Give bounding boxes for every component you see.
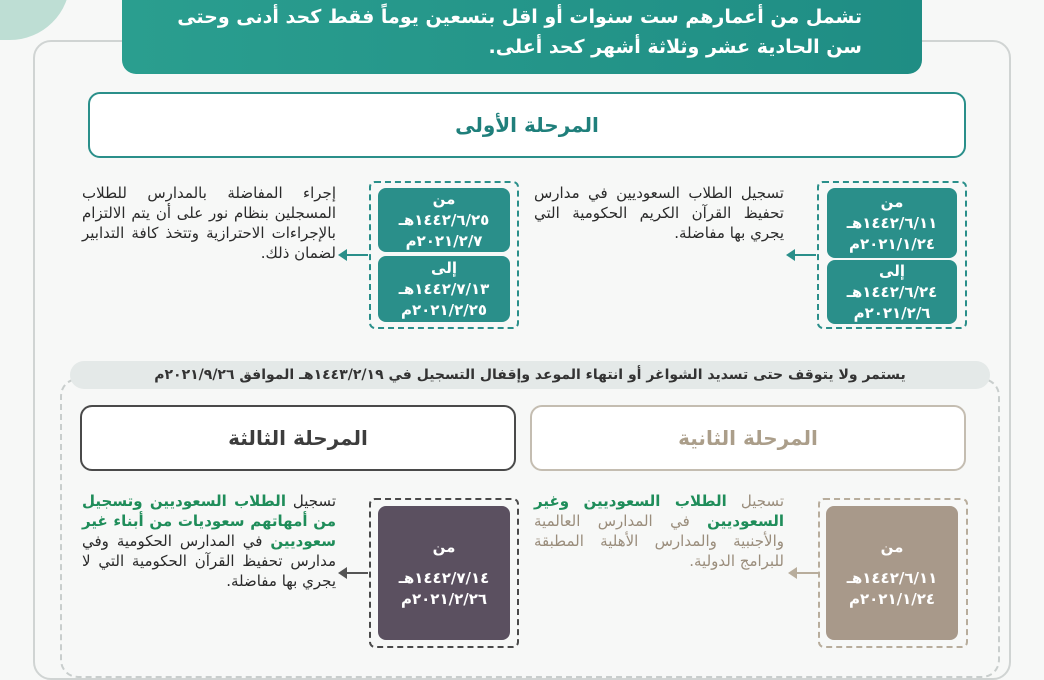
from-gregorian: ٢٠٢١/٢/٧م: [405, 231, 483, 250]
phase-2-title: المرحلة الثانية: [530, 405, 966, 471]
phase-3-arrow-icon: [340, 572, 368, 574]
from-hijri: ١٤٤٢/٦/١١هـ: [846, 568, 938, 587]
from-hijri: ١٤٤٢/٦/٢٥هـ: [398, 210, 490, 229]
from-gregorian: ٢٠٢١/٢/٢٦م: [400, 589, 488, 608]
phase-3-desc-highlight: الطلاب السعوديين وتسجيل من أمهاتهم سعوديات من أبناء غير سعوديين: [82, 492, 336, 550]
banner-line-1: تشمل من أعمارهم ست سنوات أو اقل بتسعين يوماً فقط كحد أدنى وحتى: [177, 6, 862, 28]
phase-3-description: [82, 491, 336, 661]
eligibility-banner: [122, 0, 922, 74]
from-gregorian: ٢٠٢١/١/٢٤م: [848, 234, 936, 253]
phase-1-b-arrow-icon: [340, 254, 368, 256]
phase-1-b-to-card: [378, 256, 510, 322]
banner-line-2: سن الحادية عشر وثلاثة أشهر كحد أعلى.: [488, 36, 862, 58]
phase-1-a-description: تسجيل الطلاب السعوديين في مدارس تحفيظ القرآن الكريم الحكومية التي يجري بها مفاضلة.: [534, 184, 784, 242]
phase-1-a-arrow-icon: [788, 254, 816, 256]
phase-2-desc-pre: تسجيل: [726, 492, 784, 510]
from-label: من: [432, 189, 456, 208]
to-label: إلى: [879, 261, 905, 280]
phase-1-a-to-card: [827, 260, 957, 324]
phase-2-desc-post: في المدارس العالمية والأجنبية والمدارس الأهلية المطبقة للبرامج الدولية.: [534, 512, 784, 570]
from-label: من: [432, 537, 456, 556]
phase-2-desc-highlight: الطلاب السعوديين وغير السعوديين: [534, 492, 784, 530]
to-gregorian: ٢٠٢١/٢/٦م: [853, 303, 931, 322]
phase-1-title: المرحلة الأولى: [88, 92, 966, 158]
corner-decoration: [0, 0, 70, 40]
phase-3-desc-post: في المدارس الحكومية وفي مدارس تحفيظ القرآن الحكومية التي لا يجري بها مفاضلة.: [82, 532, 336, 590]
registration-note: يستمر ولا يتوقف حتى تسديد الشواغر أو انتهاء الموعد وإقفال التسجيل في ١٤٤٣/٢/١٩هـ الموافق ٢٠٢١/٩/٢٦م: [70, 361, 990, 389]
to-hijri: ١٤٤٢/٦/٢٤هـ: [846, 282, 938, 301]
from-hijri: ١٤٤٢/٦/١١هـ: [846, 213, 938, 232]
from-label: من: [880, 537, 904, 556]
phase-3-from-card: [378, 506, 510, 640]
from-label: من: [880, 192, 904, 211]
phase-1-a-from-card: [827, 188, 957, 258]
phase-2-arrow-icon: [790, 572, 818, 574]
phase-2-description: [534, 491, 784, 611]
phase-1-b-description: إجراء المفاضلة بالمدارس للطلاب المسجلين بنظام نور على أن يتم الالتزام بالإجراءات الاحترازية وتتخذ كافة التدابير لضمان ذلك.: [82, 184, 336, 262]
to-gregorian: ٢٠٢١/٢/٢٥م: [400, 300, 488, 319]
phase-3-title: المرحلة الثالثة: [80, 405, 516, 471]
phase-2-from-card: [826, 506, 958, 640]
phase-3-desc-pre: تسجيل: [285, 492, 336, 510]
from-gregorian: ٢٠٢١/١/٢٤م: [848, 589, 936, 608]
phase-1-b-from-card: [378, 188, 510, 252]
to-label: إلى: [431, 258, 457, 277]
from-hijri: ١٤٤٢/٧/١٤هـ: [398, 568, 490, 587]
to-hijri: ١٤٤٢/٧/١٣هـ: [398, 279, 490, 298]
